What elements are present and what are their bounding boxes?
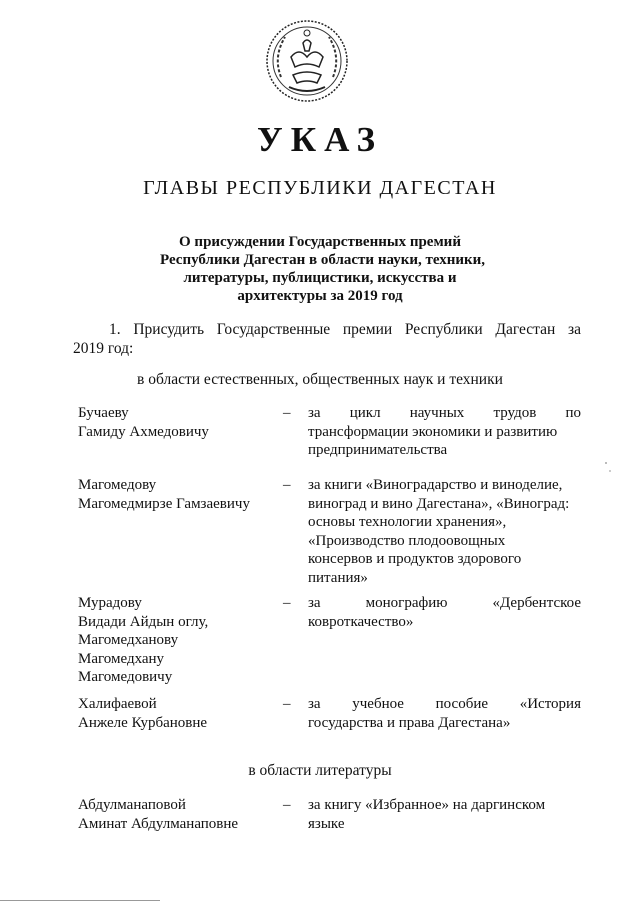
document-title: УКАЗ (257, 120, 383, 159)
paragraph-word: премии (342, 321, 393, 338)
name-line: Аминат Абдулманаповне (78, 815, 239, 832)
desc-line: «Производство плодоовощных (308, 532, 506, 549)
desc-word: научных (409, 405, 465, 421)
desc-line: питания» (308, 569, 368, 586)
laureate-name (78, 695, 278, 732)
paragraph-word: Дагестан (495, 321, 556, 338)
desc-word: «История (519, 696, 581, 712)
award-description (308, 796, 581, 833)
entry-dash: – (283, 477, 291, 493)
page-bottom-rule (0, 900, 160, 901)
entry-dash: – (283, 595, 291, 611)
entry-dash: – (283, 797, 291, 813)
desc-word: пособие (435, 696, 489, 712)
heading-line: Республики Дагестан в области науки, техники, (160, 252, 486, 268)
entry-dash: – (283, 696, 291, 712)
name-line: Видади Айдын оглу, (78, 613, 209, 630)
desc-line: основы технологии хранения», (308, 514, 507, 530)
laureate-name (78, 796, 278, 833)
name-line: Магомедмирзе Гамзаевичу (78, 495, 250, 512)
desc-word: по (565, 405, 581, 421)
section-heading-literature: в области литературы (248, 762, 392, 779)
laureate-name (78, 404, 278, 441)
desc-word: за (308, 696, 321, 712)
desc-line: за книги «Виноградарство и виноделие, (308, 477, 563, 493)
award-description (308, 695, 581, 732)
desc-line: государства и права Дагестана» (308, 714, 511, 731)
name-line: Анжеле Курбановне (78, 714, 208, 731)
paragraph-line: 2019 год: (73, 340, 134, 357)
award-description (308, 404, 581, 460)
desc-line: за книгу «Избранное» на даргинском (308, 797, 546, 813)
desc-word: учебное (352, 696, 404, 712)
scan-speck (605, 462, 607, 464)
name-line: Халифаевой (78, 696, 157, 712)
paragraph-word: Республики (404, 321, 483, 338)
desc-line: консервов и продуктов здорового (308, 551, 522, 567)
decree-heading (160, 233, 486, 305)
name-line: Абдулманаповой (78, 797, 186, 813)
heading-line: О присуждении Государственных премий (179, 234, 461, 250)
name-line: Магомедханову (78, 632, 179, 648)
name-line: Магомедову (78, 477, 157, 493)
award-description (308, 594, 581, 631)
entry-dash: – (283, 405, 291, 421)
desc-line: языке (308, 815, 345, 832)
name-line: Мурадову (78, 595, 142, 611)
paragraph-word: за (567, 321, 581, 338)
paragraph-word: 1. (109, 321, 121, 338)
name-line: Гамиду Ахмедовичу (78, 423, 209, 440)
section-heading-science: в области естественных, общественных наук и техники (137, 371, 503, 388)
paragraph-word: Государственные (216, 321, 331, 338)
document-subtitle: ГЛАВЫ РЕСПУБЛИКИ ДАГЕСТАН (143, 177, 497, 199)
desc-word: монографию (365, 595, 448, 611)
desc-line: виноград и вино Дагестана», «Виноград: (308, 495, 570, 512)
award-description (308, 476, 581, 587)
laureate-name (78, 594, 278, 687)
paragraph-word: Присудить (133, 321, 205, 338)
heading-line: литературы, публицистики, искусства и (183, 270, 457, 286)
desc-word: за (308, 405, 321, 421)
name-line: Магомедовичу (78, 669, 173, 685)
desc-word: за (308, 595, 321, 611)
desc-word: цикл (349, 405, 381, 421)
scan-speck (609, 470, 611, 472)
paragraph-1 (73, 320, 581, 358)
desc-line: трансформации экономики и развитию (308, 423, 558, 440)
desc-word: трудов (493, 405, 537, 421)
name-line: Магомедхану (78, 650, 165, 667)
heading-line: архитектуры за 2019 год (237, 288, 403, 304)
name-line: Бучаеву (78, 405, 129, 421)
desc-line: предпринимательства (308, 442, 448, 458)
laureate-name (78, 476, 278, 513)
desc-word: «Дербентское (492, 595, 581, 611)
coat-of-arms-emblem-icon (263, 17, 351, 105)
desc-line: ковроткачество» (308, 613, 414, 630)
